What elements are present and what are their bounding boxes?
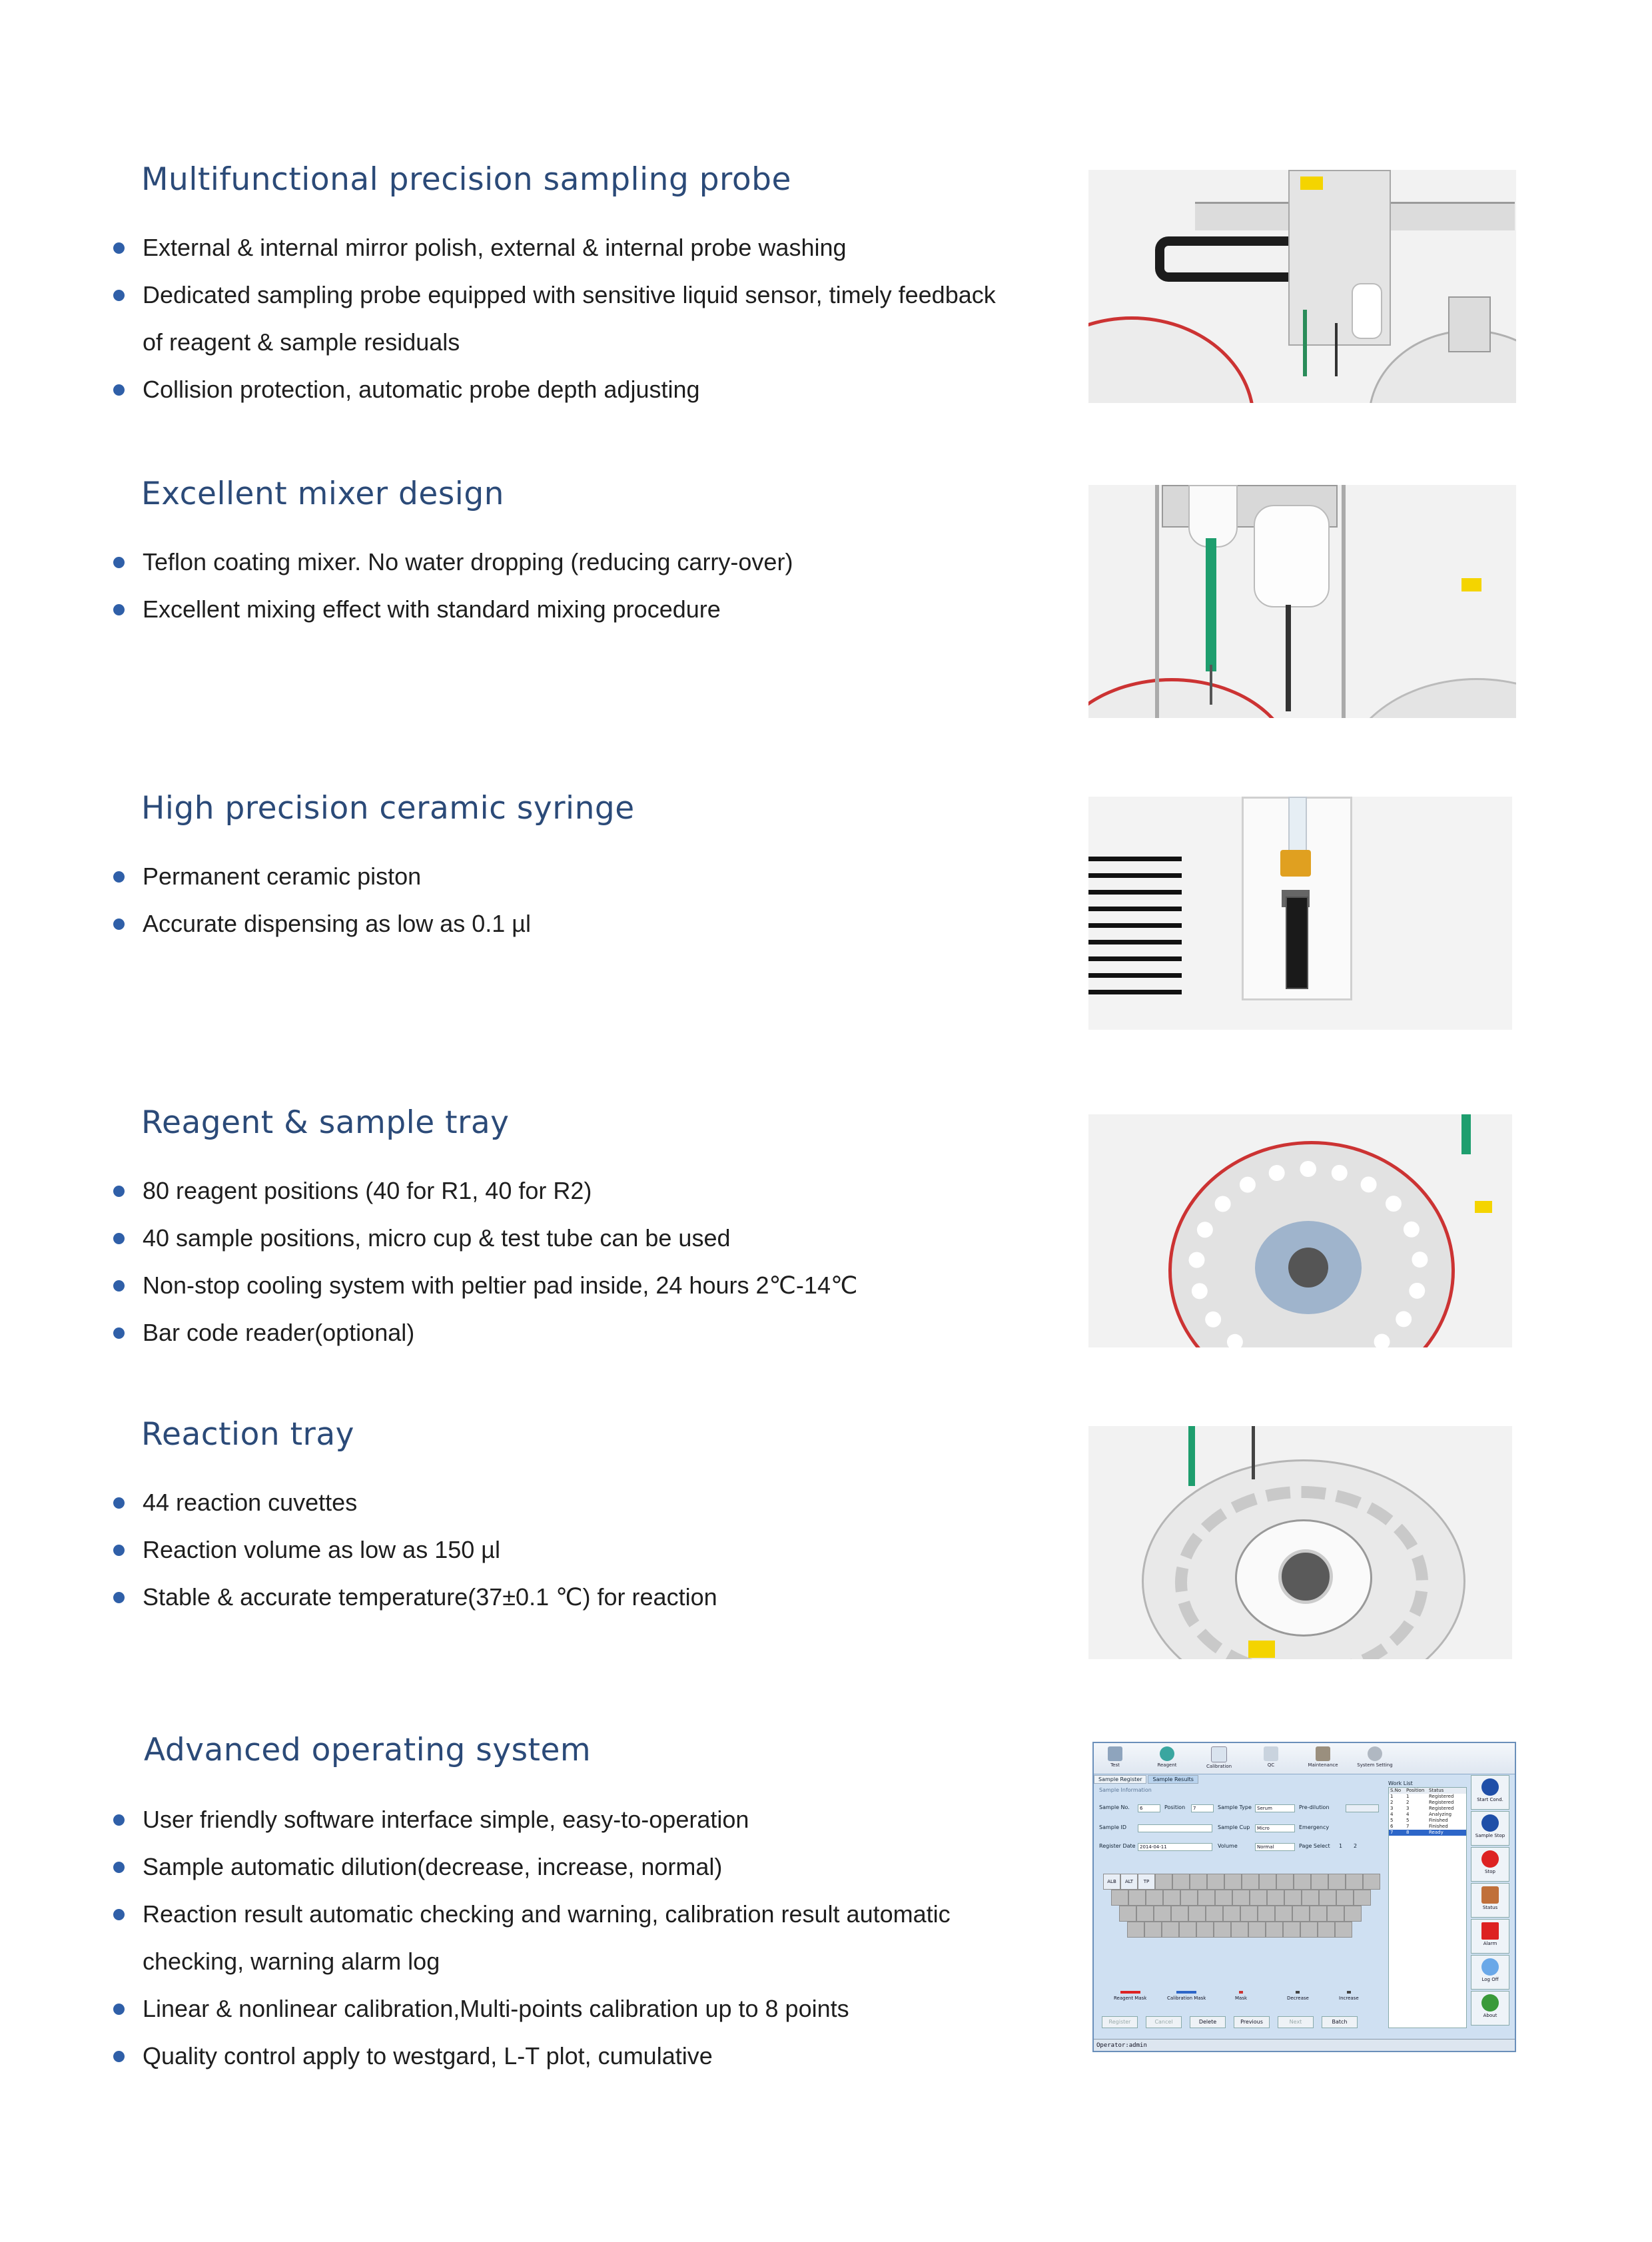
bullet-text: Stable & accurate temperature(37±0.1 ℃) for reaction [143,1583,717,1611]
photo-part [1303,310,1307,376]
test-cell[interactable] [1319,1890,1336,1906]
test-cell[interactable] [1215,1890,1232,1906]
bullet-text: Bar code reader(optional) [143,1319,415,1346]
test-cell[interactable] [1144,1922,1162,1938]
sample-type-label: Sample Type [1218,1804,1252,1810]
toolbar [1094,1743,1515,1774]
help-icon [1481,1994,1499,2012]
pause-icon [1481,1814,1499,1832]
bullet-dot-icon [113,1545,125,1556]
bullet-text: Reaction result automatic checking and warning, calibration result automatic [143,1900,951,1928]
sample-cup-label: Sample Cup [1218,1824,1250,1830]
photo-part [1155,485,1159,718]
table-row[interactable]: 6 7 Finished [1390,1824,1448,1829]
test-cell[interactable] [1232,1890,1250,1906]
table-row-selected[interactable]: 7 8 Ready [1389,1830,1466,1836]
test-cell[interactable] [1224,1874,1242,1890]
test-cell[interactable] [1300,1922,1318,1938]
toolbar-qc-button[interactable] [1252,1744,1290,1772]
test-cell[interactable] [1311,1874,1328,1890]
bullet-text: Accurate dispensing as low as 0.1 µl [143,910,532,937]
test-cell[interactable] [1240,1906,1258,1922]
reaction-tray-photo [1088,1426,1512,1659]
worklist-title: Work List [1388,1780,1413,1786]
wrench-icon [1316,1746,1330,1761]
cancel-button[interactable]: Cancel [1146,2016,1182,2028]
test-cell[interactable] [1128,1890,1146,1906]
photo-part [1280,850,1311,877]
table-row[interactable]: 5 5 Finished [1390,1818,1448,1823]
bullet-text: Permanent ceramic piston [143,863,422,890]
photo-part [1335,323,1338,376]
volume-select[interactable]: Normal [1255,1843,1295,1851]
bullet-dot-icon [113,557,125,568]
test-cell[interactable] [1119,1906,1136,1922]
test-cell[interactable] [1242,1874,1259,1890]
bullet-text: Dedicated sampling probe equipped with sensitive liquid sensor, timely feedback [143,281,996,308]
section-heading: Multifunctional precision sampling probe [141,161,791,198]
position-field[interactable]: 7 [1191,1804,1214,1812]
warning-icon [1475,1201,1492,1213]
photo-part [1155,236,1311,282]
test-cell[interactable] [1250,1890,1267,1906]
bullet-text: User friendly software interface simple, easy-to-operation [143,1806,749,1833]
bullet-dot-icon [113,1814,125,1826]
photo-part [1188,1426,1195,1486]
photo-part [1342,485,1346,718]
bullet-text: 40 sample positions, micro cup & test tube can be used [143,1224,731,1252]
bullet-dot-icon [113,1186,125,1197]
register-date-field[interactable]: 2014-04-11 [1138,1843,1212,1851]
toolbar-calibration-button[interactable] [1200,1744,1238,1772]
pre-dilution-checkbox[interactable]: Pre-dilution [1299,1804,1330,1810]
test-cell[interactable] [1206,1906,1223,1922]
test-cell[interactable] [1258,1906,1275,1922]
start-cond-button[interactable]: Start Cond. [1471,1775,1509,1810]
test-cell[interactable] [1136,1906,1154,1922]
page-select-label: Page Select [1299,1843,1330,1849]
bullet-dot-icon [113,1592,125,1603]
play-icon [1481,1778,1499,1796]
bullet-text: Non-stop cooling system with peltier pad inside, 24 hours 2℃-14℃ [143,1272,858,1299]
bullet-dot-icon [113,2051,125,2062]
test-cell[interactable] [1284,1890,1302,1906]
log-off-icon [1481,1958,1499,1976]
sample-no-label: Sample No. [1099,1804,1130,1810]
status-bar: Operator:admin [1094,2039,1516,2052]
toolbar-label: Calibration [1206,1764,1232,1769]
photo-part [1210,665,1212,705]
table-row[interactable]: 2 2 Registered [1390,1800,1454,1805]
bullet-dot-icon [113,1862,125,1873]
bullet-dot-icon [113,290,125,301]
test-cell[interactable] [1190,1874,1207,1890]
section-heading: Reaction tray [141,1416,354,1453]
test-cell[interactable] [1292,1906,1310,1922]
toolbar-label: Maintenance [1308,1762,1338,1768]
sample-id-field[interactable] [1138,1824,1212,1832]
gear-icon [1368,1746,1382,1761]
test-cell[interactable] [1223,1906,1240,1922]
test-cell[interactable] [1162,1922,1179,1938]
test-cell[interactable] [1171,1906,1188,1922]
legend-reagent-mask: Reagent Mask [1114,1991,1146,2001]
sample-type-select[interactable]: Serum [1255,1804,1295,1812]
mixer-photo [1088,485,1516,718]
bullet-dot-icon [113,242,125,254]
bullet-dot-icon [113,384,125,396]
bullet-text: Excellent mixing effect with standard mixing procedure [143,595,721,623]
toolbar-maintenance-button[interactable] [1304,1744,1342,1772]
test-cell[interactable] [1259,1874,1276,1890]
bullet-text: Sample automatic dilution(decrease, increase, normal) [143,1853,723,1880]
stop-button[interactable]: Stop [1471,1847,1509,1882]
photo-part [1088,678,1295,718]
side-panel [1471,1775,1511,2027]
bullet-text: External & internal mirror polish, external & internal probe washing [143,234,847,261]
photo-part [1088,316,1255,403]
photo-part [1461,1114,1471,1154]
alarm-button[interactable]: Alarm [1471,1919,1509,1954]
worklist-table [1388,1787,1467,2028]
test-cell[interactable] [1180,1890,1198,1906]
test-cell[interactable] [1283,1922,1300,1938]
qc-icon [1264,1746,1278,1761]
toolbar-system-setting-button[interactable] [1356,1744,1394,1772]
test-cell[interactable] [1163,1890,1180,1906]
bullet-dot-icon [113,871,125,883]
section-heading: Reagent & sample tray [141,1104,510,1141]
tab-sample-register[interactable]: Sample Register [1094,1775,1146,1784]
bullet-dot-icon [113,1327,125,1339]
legend-calibration-mask: Calibration Mask [1167,1991,1206,2001]
test-cell[interactable] [1335,1922,1352,1938]
test-cell[interactable] [1111,1890,1128,1906]
bullet-text: checking, warning alarm log [143,1948,440,1975]
test-cell[interactable] [1354,1890,1371,1906]
photo-part [1352,283,1382,339]
photo-part [1286,605,1291,711]
test-icon [1108,1746,1122,1761]
section-heading: Excellent mixer design [141,476,504,512]
toolbar-label: Test [1110,1762,1120,1768]
emergency-checkbox[interactable]: Emergency [1299,1824,1330,1830]
test-cell[interactable] [1266,1922,1283,1938]
sample-no-field[interactable]: 6 [1138,1804,1160,1812]
test-cell[interactable] [1302,1890,1319,1906]
sampling-probe-photo [1088,170,1516,403]
bullet-dot-icon [113,604,125,615]
status-icon [1481,1886,1499,1904]
toolbar-label: System Setting [1357,1762,1393,1768]
pre-dilution-field[interactable] [1346,1804,1379,1812]
test-cell[interactable]: ALT [1120,1874,1138,1890]
close-icon [1481,1850,1499,1868]
status-button[interactable]: Status [1471,1883,1509,1918]
volume-label: Volume [1218,1843,1238,1849]
sample-cup-select[interactable]: Micro [1255,1824,1295,1832]
bullet-dot-icon [113,919,125,930]
test-cell[interactable] [1196,1922,1214,1938]
warning-icon [1300,177,1323,190]
test-cell[interactable] [1154,1906,1171,1922]
test-cell[interactable] [1276,1874,1294,1890]
bullet-text: Quality control apply to westgard, L-T plot, cumulative [143,2042,713,2069]
test-cell[interactable] [1207,1874,1224,1890]
software-screenshot [1092,1742,1516,2052]
reagent-tray-photo [1088,1114,1512,1347]
toolbar-reagent-button[interactable] [1148,1744,1186,1772]
delete-button[interactable]: Delete [1190,2016,1226,2028]
sample-form [1098,1787,1391,1867]
test-cell[interactable] [1248,1922,1266,1938]
test-cell[interactable] [1267,1890,1284,1906]
page-select-radio-1[interactable]: 1 [1339,1843,1343,1849]
bullet-text: Teflon coating mixer. No water dropping (reducing carry-over) [143,548,793,575]
test-cell[interactable] [1344,1906,1362,1922]
table-row[interactable]: 1 1 Registered [1390,1794,1454,1799]
photo-part [1288,1248,1328,1288]
toolbar-label: Reagent [1157,1762,1177,1768]
worklist-header: S.No Position Status [1389,1788,1466,1794]
tab-sample-results[interactable]: Sample Results [1148,1775,1198,1784]
toolbar-label: QC [1267,1762,1275,1768]
photo-part [1254,505,1330,607]
photo-part [1342,678,1516,718]
bullet-text: Collision protection, automatic probe depth adjusting [143,376,700,403]
vent-grille [1088,857,1182,1006]
test-cell[interactable] [1275,1906,1292,1922]
test-cell[interactable] [1155,1874,1172,1890]
form-title: Sample Information [1099,1787,1152,1793]
test-cell[interactable] [1231,1922,1248,1938]
photo-part [1286,897,1308,989]
photo-part [1206,538,1216,671]
bullet-text: of reagent & sample residuals [143,328,460,356]
test-cell[interactable] [1294,1874,1311,1890]
calibration-icon [1211,1746,1227,1762]
test-cell[interactable] [1336,1890,1354,1906]
test-cell[interactable] [1214,1922,1231,1938]
test-cell[interactable] [1327,1906,1344,1922]
photo-part [1252,1426,1255,1479]
test-cell[interactable] [1146,1890,1163,1906]
test-cell[interactable] [1188,1906,1206,1922]
section-heading: High precision ceramic syringe [141,790,635,827]
test-cell[interactable] [1346,1874,1363,1890]
test-cell[interactable] [1172,1874,1190,1890]
previous-button[interactable]: Previous [1234,2016,1270,2028]
register-button[interactable]: Register [1102,2016,1138,2028]
legend-mask: Mask [1235,1991,1247,2001]
photo-part [1448,296,1491,352]
bullet-dot-icon [113,1909,125,1920]
table-row[interactable]: 3 3 Registered [1390,1806,1454,1811]
test-cell[interactable] [1179,1922,1196,1938]
warning-icon [1248,1641,1275,1658]
bullet-text: Linear & nonlinear calibration,Multi-points calibration up to 8 points [143,1995,849,2022]
legend-increase: Increase [1339,1991,1359,2001]
test-cell[interactable] [1198,1890,1215,1906]
syringe-photo [1088,797,1512,1030]
toolbar-test-button[interactable] [1096,1744,1134,1772]
reagent-icon [1160,1746,1174,1761]
sample-id-label: Sample ID [1099,1824,1127,1830]
tab-bar [1094,1775,1200,1784]
bullet-dot-icon [113,1497,125,1509]
test-cell[interactable]: TP [1138,1874,1155,1890]
bullet-dot-icon [113,1280,125,1292]
test-cell[interactable] [1363,1874,1380,1890]
position-label: Position [1164,1804,1186,1810]
bullet-text: Reaction volume as low as 150 µl [143,1536,501,1563]
legend-decrease: Decrease [1287,1991,1309,2001]
sample-stop-button[interactable]: Sample Stop [1471,1811,1509,1846]
next-button[interactable]: Next [1278,2016,1314,2028]
photo-part [1278,1549,1333,1604]
log-off-button[interactable]: Log Off [1471,1955,1509,1990]
about-button[interactable]: About [1471,1991,1509,2026]
table-row[interactable]: 4 4 Analyzing [1390,1812,1452,1817]
batch-button[interactable]: Batch [1322,2016,1358,2028]
bullet-dot-icon [113,1233,125,1244]
bullet-text: 44 reaction cuvettes [143,1489,358,1516]
bullet-text: 80 reagent positions (40 for R1, 40 for R2) [143,1177,592,1204]
register-date-label: Register Date [1099,1843,1136,1849]
test-cell[interactable] [1310,1906,1327,1922]
warning-icon [1461,578,1481,591]
test-cell[interactable] [1127,1922,1144,1938]
test-cell[interactable]: ALB [1103,1874,1120,1890]
page-select-radio-2[interactable]: 2 [1354,1843,1358,1849]
bullet-dot-icon [113,2004,125,2015]
test-cell[interactable] [1318,1922,1335,1938]
alarm-icon [1481,1922,1499,1940]
test-cell[interactable] [1328,1874,1346,1890]
section-heading: Advanced operating system [144,1732,592,1768]
